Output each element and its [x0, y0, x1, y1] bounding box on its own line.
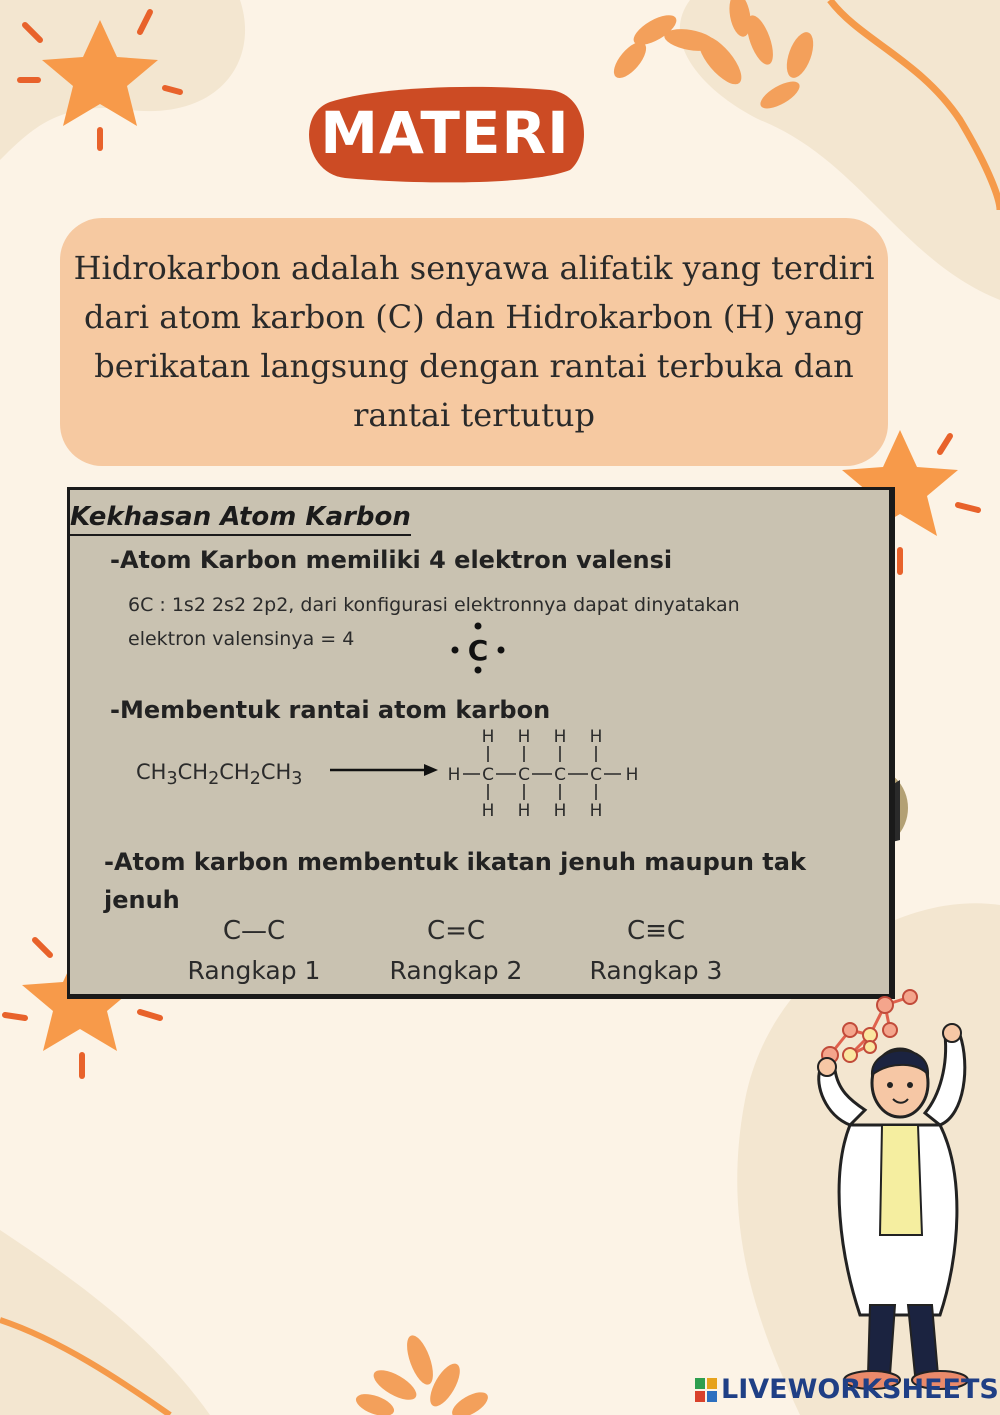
intro-box [60, 218, 888, 466]
carbon-atom: C [518, 765, 530, 785]
carbon-atom: C [554, 765, 566, 785]
condensed-formula: $CH_3CH_2CH_2CH_3$ [136, 760, 303, 790]
intro-line: berikatan langsung dengan rantai terbuka dan [94, 347, 854, 385]
hydrogen-atom: H [517, 801, 531, 821]
hydrogen-atom: H [447, 765, 461, 785]
bond-double-formula: C=C [426, 916, 486, 946]
hydrogen-atom: H [481, 801, 495, 821]
intro-line: rantai tertutup [353, 396, 595, 434]
title-badge [300, 82, 590, 184]
hydrogen-atom: H [553, 727, 567, 747]
point-chain: -Membentuk rantai atom karbon [110, 696, 551, 724]
lewis-structure [450, 618, 506, 678]
intro-text [74, 244, 875, 440]
arrow-icon [330, 760, 440, 780]
hydrogen-atom: H [553, 801, 567, 821]
intro-line: dari atom karbon (C) dan Hidrokarbon (H) yang [83, 298, 865, 336]
bond-single-formula: C—C [222, 916, 286, 946]
structural-formula [446, 726, 646, 822]
bond-triple-name: Rangkap 3 [589, 956, 723, 985]
scientist-illustration [790, 975, 1000, 1395]
bond-single [164, 916, 344, 985]
point-valence-detail-2: elektron valensinya = 4 [128, 628, 355, 650]
bond-single-name: Rangkap 1 [187, 956, 321, 985]
carbon-atom: C [590, 765, 602, 785]
bond-triple-formula: C≡C [626, 916, 686, 946]
blob-bottom-left [0, 1230, 210, 1415]
point-valence-detail-1: 6C : 1s2 2s2 2p2, dari konfigurasi elektronnya dapat dinyatakan [128, 594, 740, 616]
panel-heading: Kekhasan Atom Karbon [70, 502, 411, 536]
hydrogen-atom: H [625, 765, 639, 785]
hydrogen-atom: H [517, 727, 531, 747]
page-title: MATERI [320, 99, 570, 167]
leaf-icon [353, 1332, 492, 1415]
liveworksheets-logo-icon [695, 1378, 717, 1402]
hydrogen-atom: H [589, 727, 603, 747]
watermark-text: LIVEWORKSHEETS [721, 1374, 999, 1405]
intro-line: Hidrokarbon adalah senyawa alifatik yang terdiri [73, 249, 875, 287]
carbon-panel [67, 487, 895, 999]
lewis-symbol: C [467, 634, 489, 667]
watermark [695, 1374, 999, 1405]
point-bonds-line2: jenuh [104, 886, 180, 914]
carbon-atom: C [482, 765, 494, 785]
bond-triple [566, 916, 746, 985]
hydrogen-atom: H [589, 801, 603, 821]
point-bonds-line1: -Atom karbon membentuk ikatan jenuh maupun tak [104, 848, 806, 876]
bond-double-name: Rangkap 2 [389, 956, 523, 985]
hydrogen-atom: H [481, 727, 495, 747]
bond-double [366, 916, 546, 985]
point-valence: -Atom Karbon memiliki 4 elektron valensi [110, 546, 673, 574]
